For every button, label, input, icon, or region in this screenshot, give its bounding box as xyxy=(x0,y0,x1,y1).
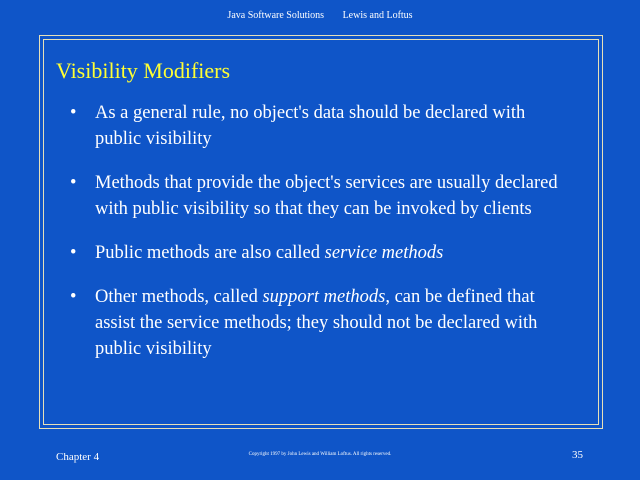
bullet-item xyxy=(70,100,570,152)
bullet-item xyxy=(70,170,570,222)
bullet-dot-icon: • xyxy=(70,243,77,263)
header-book-title: Java Software Solutions xyxy=(227,10,325,21)
bullet-text xyxy=(95,243,443,263)
header-authors: Lewis and Loftus xyxy=(342,10,413,21)
bullet-text-italic: support methods xyxy=(262,287,386,307)
bullet-dot-icon: • xyxy=(70,287,77,307)
bullet-text-part: , can be defined that assist the service methods; they should not be declared with public visibility xyxy=(95,287,538,359)
footer-copyright: Copyright 1997 by John Lewis and William Loftus. All rights reserved. xyxy=(248,452,392,457)
bullet-text-part: Methods that provide the object's services are usually declared with public visibility so that they can be invoked by clients xyxy=(95,173,558,219)
bullet-text-part: Other methods, called xyxy=(95,287,263,307)
bullet-dot-icon: • xyxy=(70,103,77,123)
bullet-text xyxy=(95,103,525,149)
bullet-list xyxy=(70,100,570,380)
bullet-item xyxy=(70,240,570,266)
bullet-text xyxy=(95,173,558,219)
footer-chapter: Chapter 4 xyxy=(56,451,100,463)
bullet-item xyxy=(70,284,570,362)
bullet-text-part: As a general rule, no object's data should be declared with public visibility xyxy=(95,103,526,149)
slide-header xyxy=(0,10,640,21)
bullet-text xyxy=(95,287,537,359)
bullet-dot-icon: • xyxy=(70,173,77,193)
bullet-text-part: Public methods are also called xyxy=(95,243,325,263)
bullet-text-italic: service methods xyxy=(324,243,444,263)
slide-title: Visibility Modifiers xyxy=(56,58,231,83)
footer-page-number: 35 xyxy=(572,449,583,461)
